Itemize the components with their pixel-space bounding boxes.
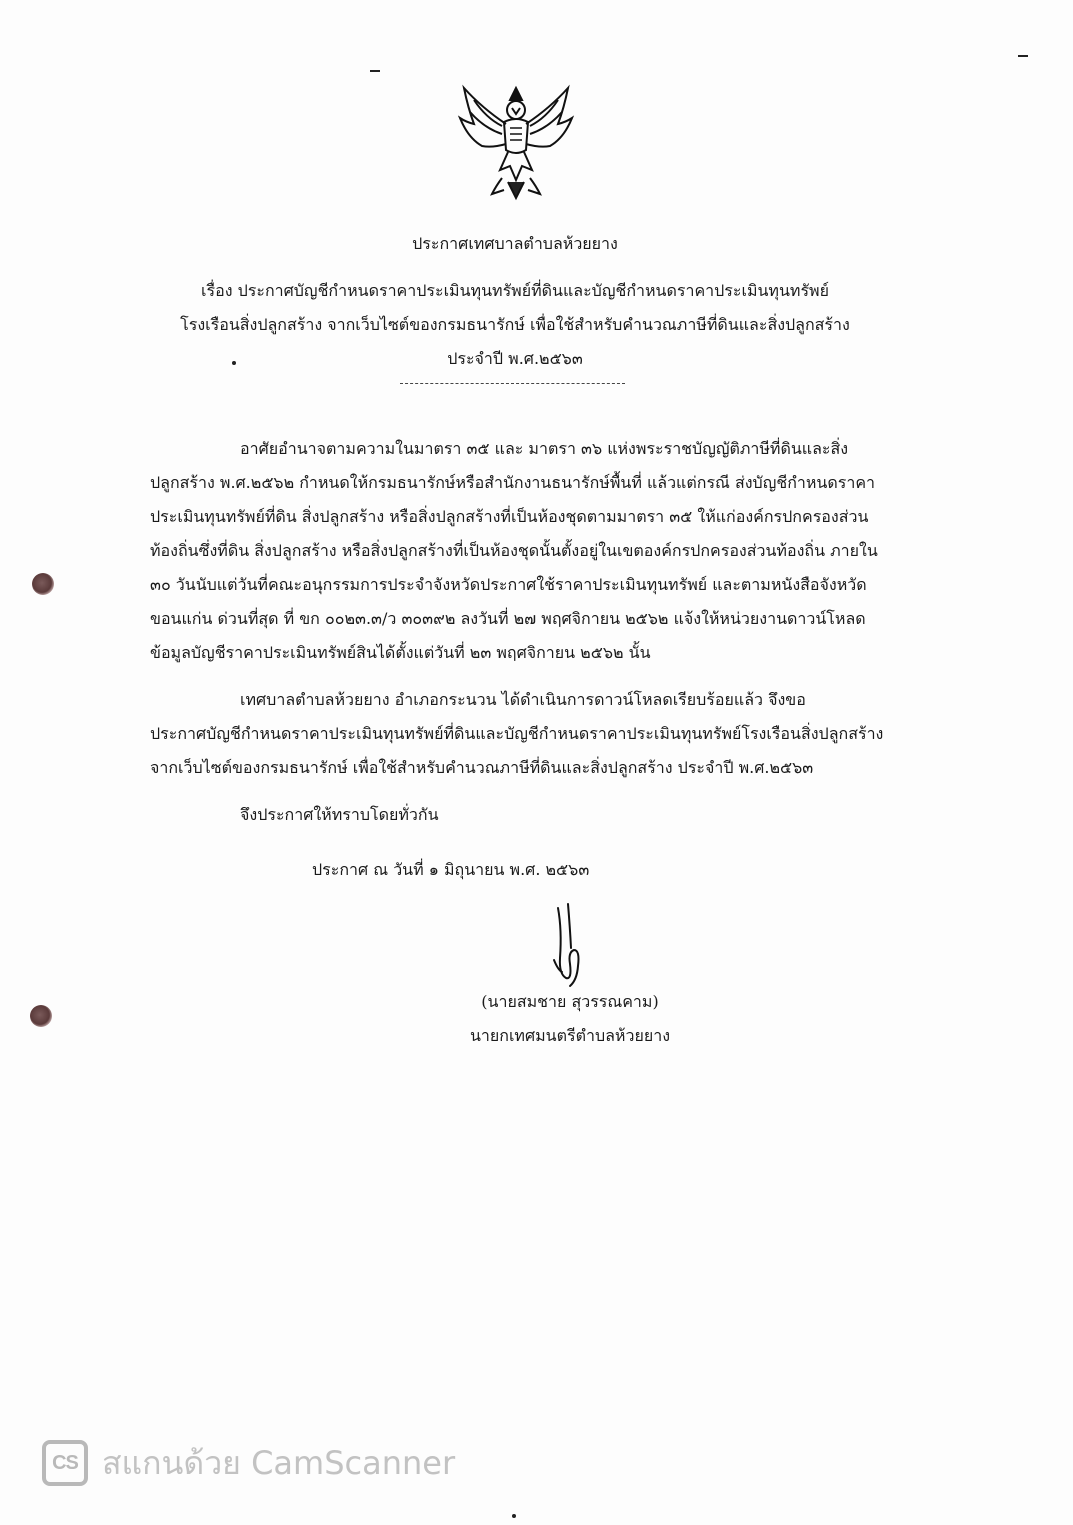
body-paragraph-1 <box>150 432 902 670</box>
camscanner-logo-icon: CS <box>42 1440 88 1486</box>
closing-statement: จึงประกาศให้ทราบโดยทั่วกัน <box>240 805 439 824</box>
body-line: ๓๐ วันนับแต่วันที่คณะอนุกรรมการประจำจังหวัดประกาศใช้ราคาประเมินทุนทรัพย์ และตามหนังสือจังหวัด <box>150 575 867 594</box>
punch-hole <box>32 573 54 595</box>
subject-line: เรื่อง ประกาศบัญชีกำหนดราคาประเมินทุนทรัพย์ที่ดินและบัญชีกำหนดราคาประเมินทุนทรัพย์ <box>201 281 829 300</box>
watermark-text: สแกนด้วย CamScanner <box>102 1443 456 1482</box>
signer-name: (นายสมชาย สุวรรณคาม) <box>481 992 659 1011</box>
garuda-emblem-icon <box>452 78 580 206</box>
body-line: อาศัยอำนาจตามความในมาตรา ๓๕ และ มาตรา ๓๖ แห่งพระราชบัญญัติภาษีที่ดินและสิ่ง <box>240 439 849 458</box>
signer-title: นายกเทศมนตรีตำบลห้วยยาง <box>469 1026 671 1045</box>
body-line: ประเมินทุนทรัพย์ที่ดิน สิ่งปลูกสร้าง หรือสิ่งปลูกสร้างที่เป็นห้องชุดตามมาตรา ๓๕ ให้แก่องค์กรปกครองส่วน <box>150 507 869 526</box>
scan-speck <box>1018 55 1028 57</box>
separator-dashed-line <box>400 383 625 384</box>
scan-speck <box>370 70 380 72</box>
handwritten-signature <box>540 900 600 990</box>
body-line: ปลูกสร้าง พ.ศ.๒๕๖๒ กำหนดให้กรมธนารักษ์หรือสำนักงานธนารักษ์พื้นที่ แล้วแต่กรณี ส่งบัญชีกำหนดราคา <box>150 473 876 492</box>
body-line: จากเว็บไซต์ของกรมธนารักษ์ เพื่อใช้สำหรับคำนวณภาษีที่ดินและสิ่งปลูกสร้าง ประจำปี พ.ศ.๒๕๖๓ <box>150 758 814 777</box>
announcement-title: ประกาศเทศบาลตำบลห้วยยาง <box>412 234 618 253</box>
body-line: ข้อมูลบัญชีราคาประเมินทรัพย์สินได้ตั้งแต่วันที่ ๒๓ พฤศจิกายน ๒๕๖๒ นั้น <box>150 643 651 662</box>
body-paragraph-2 <box>150 683 902 785</box>
punch-hole <box>30 1005 52 1027</box>
body-line: ประกาศบัญชีกำหนดราคาประเมินทุนทรัพย์ที่ดินและบัญชีกำหนดราคาประเมินทุนทรัพย์โรงเรือนสิ่งปลูกสร้าง <box>150 724 884 743</box>
scan-speck <box>512 1514 516 1518</box>
body-line: ขอนแก่น ด่วนที่สุด ที่ ขก ๐๐๒๓.๓/ว ๓๐๓๙๒ ลงวันที่ ๒๗ พฤศจิกายน ๒๕๖๒ แจ้งให้หน่วยงานดาวน์โหลด <box>150 609 866 628</box>
body-line: เทศบาลตำบลห้วยยาง อำเภอกระนวน ได้ดำเนินการดาวน์โหลดเรียบร้อยแล้ว จึงขอ <box>240 690 806 709</box>
announcement-date: ประกาศ ณ วันที่ ๑ มิถุนายน พ.ศ. ๒๕๖๓ <box>312 860 590 879</box>
subject-line: โรงเรือนสิ่งปลูกสร้าง จากเว็บไซต์ของกรมธนารักษ์ เพื่อใช้สำหรับคำนวณภาษีที่ดินและสิ่งปลูกสร้าง <box>180 315 850 334</box>
camscanner-watermark <box>42 1438 455 1488</box>
subject-block <box>150 274 880 376</box>
body-line: ท้องถิ่นซึ่งที่ดิน สิ่งปลูกสร้าง หรือสิ่งปลูกสร้างที่เป็นห้องชุดนั้นตั้งอยู่ในเขตองค์กรปกครองส่วนท้องถิ่น ภายใน <box>150 541 878 560</box>
subject-line: ประจำปี พ.ศ.๒๕๖๓ <box>447 349 583 368</box>
